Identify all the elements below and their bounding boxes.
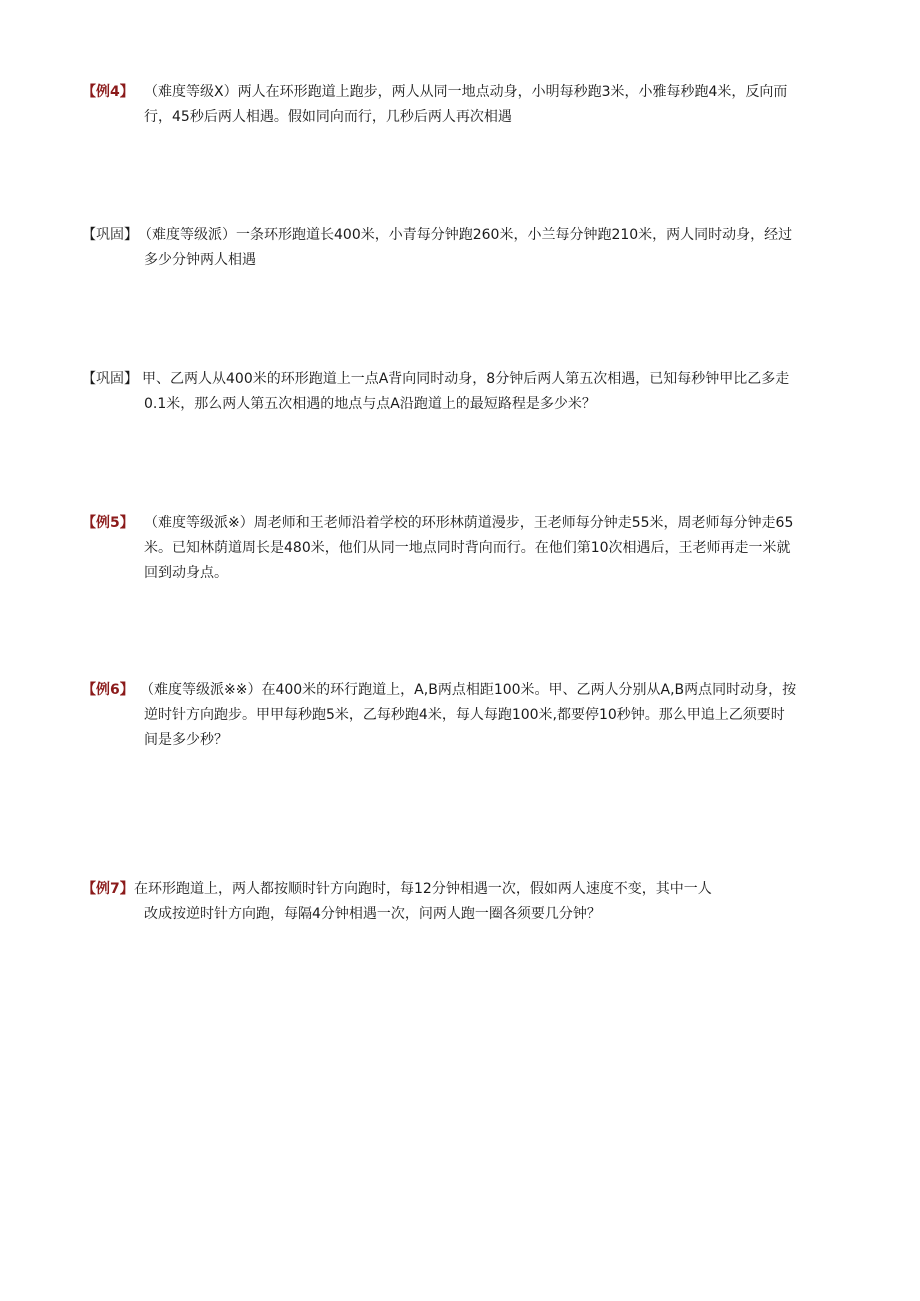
problem-text-line-3: 间是多少秒？ [144,732,228,748]
problem-tag: 【例5】 [82,515,134,531]
problem-text-line-1: （难度等级派※）周老师和王老师沿着学校的环形林荫道漫步，王老师每分钟走55米，周老师每分钟走65 [144,515,794,531]
problem-tag: 【例7】 [82,881,134,897]
problem-text-line-2: 0.1米，那么两人第五次相遇的地点与点A沿跑道上的最短路程是多少米？ [144,396,596,412]
problem-text-line-1: （难度等级X）两人在环形跑道上跑步，两人从同一地点动身，小明每秒跑3米，小雅每秒跑4米，反向而 [144,84,788,100]
problem-text-line-2: 多少分钟两人相遇 [144,252,256,268]
problem-text-line-2: 改成按逆时针方向跑，每隔4分钟相遇一次，问两人跑一圈各须要几分钟？ [144,906,601,922]
problem-tag: 【巩固】 [82,371,138,387]
problem-tag: 【巩固】 [82,227,138,243]
problem-text-line-2: 行，45秒后两人相遇。假如同向而行，几秒后两人再次相遇 [144,109,512,125]
problem-text-line-2: 逆时针方向跑步。甲甲每秒跑5米，乙每秒跑4米，每人每跑100米,都要停10秒钟。那么甲追上乙须要时 [144,707,785,723]
problem-text-line-2: 米。已知林荫道周长是480米，他们从同一地点同时背向而行。在他们第10次相遇后，王老师再走一米就 [144,540,791,556]
problem-text-line-1: 在环形跑道上，两人都按顺时针方向跑时，每12分钟相遇一次，假如两人速度不变，其中一人 [134,881,712,897]
problem-text-line-1: （难度等级派※※）在400米的环行跑道上，A,B两点相距100米。甲、乙两人分别从A,B两点同时动身，按 [140,682,797,698]
problem-tag: 【例6】 [82,682,134,698]
problem-text-line-3: 回到动身点。 [144,565,228,581]
problem-tag: 【例4】 [82,84,134,100]
problem-text-line-1: 甲、乙两人从400米的环形跑道上一点A背向同时动身，8分钟后两人第五次相遇，已知每秒钟甲比乙多走 [142,371,790,387]
problem-text-line-1: （难度等级派）一条环形跑道长400米，小青每分钟跑260米，小兰每分钟跑210米，两人同时动身，经过 [138,227,793,243]
